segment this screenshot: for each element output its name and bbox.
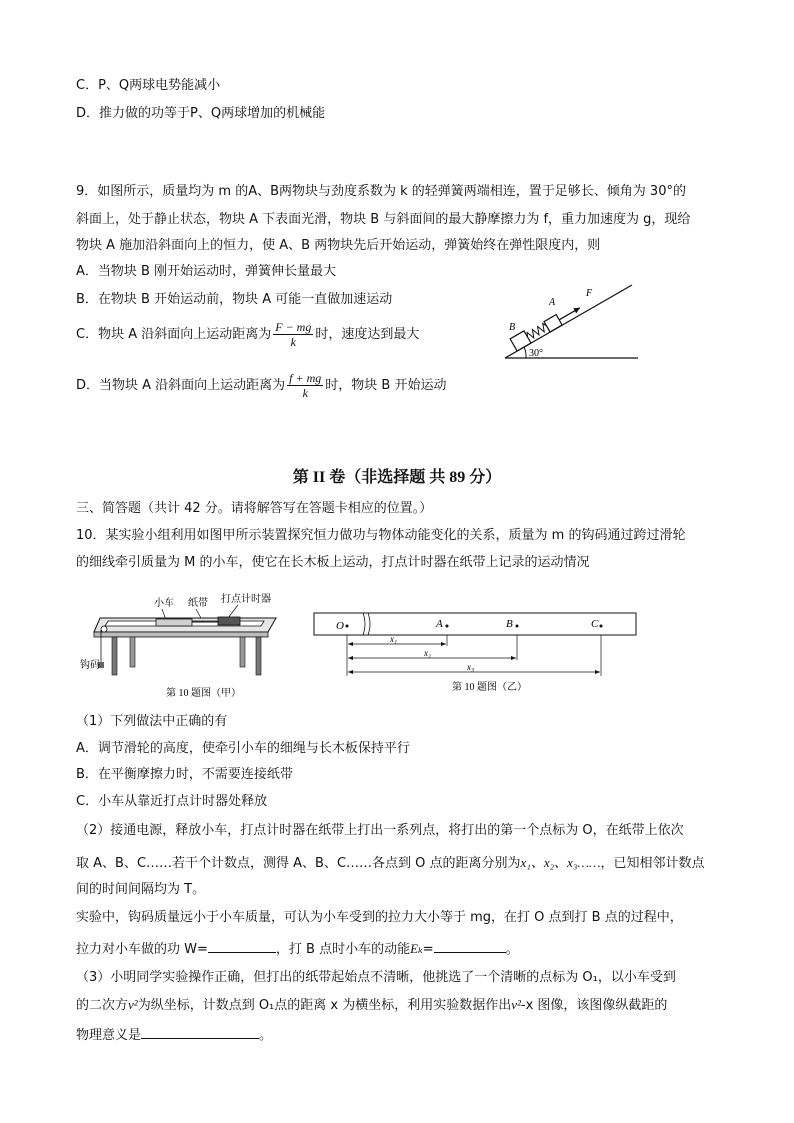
block-a — [544, 315, 562, 332]
q10-sub2-line3: 间的时间间隔均为 T。 — [76, 882, 206, 897]
q10-sub2-line1: （2）接通电源，释放小车，打点计时器在纸带上打出一系列点，将打出的第一个点标为 O，在纸带上依次 — [76, 823, 684, 838]
label-f: F — [586, 288, 593, 299]
q10-sub3-label: 物理意义是 — [76, 1028, 142, 1043]
q10-sub2-line2 — [76, 854, 705, 873]
q10-sub3-line2 — [76, 996, 667, 1015]
q10-sub3-line3 — [76, 1024, 272, 1045]
q8-option-d: D．推力做的功等于P、Q两球增加的机械能 — [76, 106, 326, 121]
q9-option-c-text: C．物块 A 沿斜面向上运动距离为 — [76, 327, 272, 342]
intercept-answer-blank[interactable] — [141, 1024, 259, 1039]
block-b — [510, 331, 531, 351]
dot-b — [516, 625, 519, 628]
q9-option-d-numerator: f + mg — [289, 371, 322, 385]
dot-c — [600, 625, 603, 628]
q10-sub2-line4: 实验中，钩码质量远小于小车质量，可认为小车受到的拉力大小等于 mg，在打 O 点到打 B 点的过程中， — [76, 910, 683, 925]
force-arrowhead — [573, 305, 581, 313]
label-weight: 钩码 — [80, 660, 100, 671]
q9-stem-line2: 斜面上，处于静止状态，物块 A 下表面光滑，物块 B 与斜面间的最大静摩擦力为 f，重力加速度为 g，现给 — [76, 212, 691, 227]
q10-figure-jia — [78, 590, 288, 702]
q10-sub1-option-c: C．小车从靠近打点计时器处释放 — [76, 794, 268, 809]
q9-option-b: B．在物块 B 开始运动前，物块 A 可能一直做加速运动 — [76, 292, 393, 307]
label-tape: 纸带 — [188, 598, 208, 609]
q10-sub3-text-b: 为纵坐标，计数点到 O₁点的距离 x 为横坐标，利用实验数据作出 — [137, 998, 512, 1013]
point-label-a: A — [436, 618, 443, 630]
q9-option-c — [76, 320, 419, 349]
spring — [525, 322, 548, 340]
q10-line5-end: 。 — [505, 942, 519, 957]
q10-sub3-end: 。 — [259, 1028, 273, 1043]
q10-sub3-text-c: -x 图像，该图像纵截距的 — [520, 998, 668, 1013]
dot-o — [346, 625, 349, 628]
q10-sub2-line2-text: 取 A、B、C……若干个计数点，测得 A、B、C……各点到 O 点的距离分别为 — [76, 856, 521, 871]
angle-arc — [524, 347, 526, 358]
section-title: 第 II 卷（非选择题 共 89 分） — [292, 469, 502, 486]
q9-option-a: A．当物块 B 刚开始运动时，弹簧伸长量最大 — [76, 264, 337, 279]
q10-sub3-text-a: 的二次方 — [76, 998, 129, 1013]
q8-option-c: C．P、Q两球电势能减小 — [76, 78, 221, 93]
label-cart: 小车 — [154, 598, 174, 609]
ek-answer-blank[interactable] — [434, 938, 506, 953]
paper-tape — [314, 613, 636, 635]
q9-stem-line1: 9．如图所示，质量均为 m 的A、B两物块与劲度系数为 k 的轻弹簧两端相连，置于足够长、倾角为 30°的 — [76, 184, 686, 199]
cart — [156, 619, 192, 626]
q10-sub1: （1）下列做法中正确的有 — [76, 714, 228, 729]
q9-option-c-fraction — [273, 320, 313, 349]
dim-x1: x₁ — [390, 634, 398, 644]
q10-sub2-line5 — [76, 938, 519, 959]
q9-option-d-fraction — [287, 371, 323, 400]
q10-sub1-option-a: A．调节滑轮的高度，使牵引小车的细绳与长木板保持平行 — [76, 741, 410, 756]
q9-option-c-tail: 时，速度达到最大 — [315, 327, 420, 342]
q9-option-c-denominator: k — [290, 335, 296, 349]
section-intro: 三、简答题（共计 42 分。请将解答写在答题卡相应的位置。） — [76, 501, 433, 516]
caption-jia: 第 10 题图（甲） — [166, 688, 241, 699]
dot-a — [446, 625, 449, 628]
point-label-b: B — [506, 618, 513, 630]
pulley — [101, 626, 107, 632]
work-answer-blank[interactable] — [208, 938, 276, 953]
label-a: A — [549, 297, 556, 308]
q10-sub1-option-b: B．在平衡摩擦力时，不需要连接纸带 — [76, 767, 293, 782]
q9-option-d-tail: 时，物块 B 开始运动 — [325, 378, 447, 393]
q10-stem-line1: 10．某实验小组利用如图甲所示装置探究恒力做功与物体动能变化的关系，质量为 m 的钩码通过跨过滑轮 — [76, 528, 686, 543]
q9-incline-figure — [500, 278, 642, 366]
v-squared-symbol-2: v² — [511, 997, 521, 1012]
angle-label: 30° — [529, 348, 543, 359]
dim-x2: x₂ — [424, 648, 432, 658]
q10-work-label: 拉力对小车做的功 W= — [76, 942, 208, 957]
q10-figure-yi — [312, 610, 642, 694]
point-label-o: O — [336, 620, 344, 632]
label-timer: 打点计时器 — [221, 594, 271, 605]
ek-equals: = — [422, 942, 434, 957]
q9-option-d-denominator: k — [302, 386, 308, 400]
q9-stem-line3: 物块 A 施加沿斜面向上的恒力，使 A、B 两物块先后开始运动，弹簧始终在弹性限度内，则 — [76, 238, 601, 253]
q10-stem-line2: 的细线牵引质量为 M 的小车，使它在长木板上运动，打点计时器在纸带上记录的运动情况 — [76, 555, 590, 570]
v-squared-symbol: v² — [128, 997, 138, 1012]
timer — [218, 617, 240, 625]
q10-sub3-line1: （3）小明同学实验操作正确，但打出的纸带起始点不清晰，他挑选了一个清晰的点标为 O₁，以小车受到 — [76, 970, 676, 985]
ek-symbol: Eₖ — [410, 941, 423, 956]
q10-sub2-line2-tail: ，已知相邻计数点 — [600, 856, 705, 871]
q9-option-d — [76, 371, 446, 400]
q10-ek-label: ，打 B 点时小车的动能 — [275, 942, 411, 957]
q9-option-c-numerator: F − mg — [275, 320, 312, 334]
label-b: B — [509, 322, 516, 333]
q9-option-d-text: D．当物块 A 沿斜面向上运动距离为 — [76, 378, 286, 393]
dim-x3: x₃ — [467, 662, 475, 672]
q10-sub2-vars: x₁、x₂、x₃…… — [520, 855, 601, 870]
point-label-c: C — [591, 618, 599, 630]
caption-yi: 第 10 题图（乙） — [452, 682, 527, 693]
